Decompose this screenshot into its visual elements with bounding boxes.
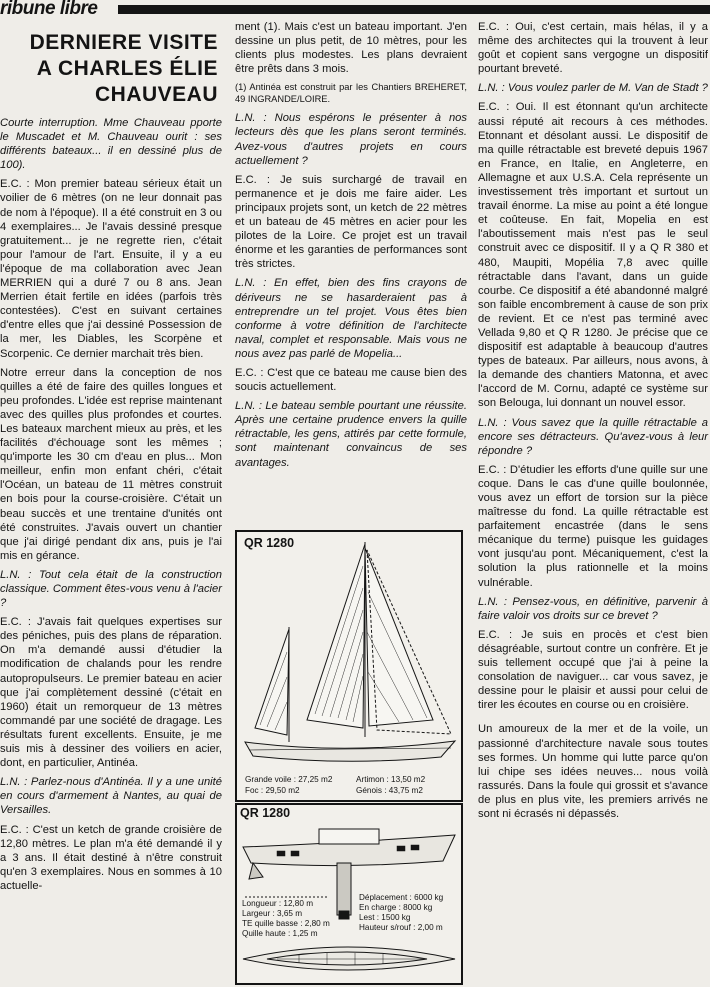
title-line-1: DERNIERE VISITE bbox=[29, 31, 218, 54]
footnote: (1) Antinéa est construit par les Chantiers BREHERET, 49 INGRANDE/LOIRE. bbox=[235, 82, 467, 104]
spec-loaded: En charge : 8000 kg bbox=[359, 903, 433, 912]
figure-2-label: QR 1280 bbox=[240, 806, 291, 820]
answer-paragraph: E.C. : Je suis surchargé de travail en permanence et je dois me faire aider. Les principaux projets sont, un ketch de 22 mètres et un bateau de 45 mètres en acier pour les pilotes de la Loire. Ce projet est un travail énorme et les garanties de performances sont très strictes. bbox=[235, 173, 467, 271]
header-rule bbox=[118, 5, 710, 14]
mainsail bbox=[307, 544, 365, 728]
spec-length: Longueur : 12,80 m bbox=[242, 899, 314, 908]
answer-paragraph: E.C. : Oui, c'est certain, mais hélas, il y a même des architectes qui la trouvent à leur goût et copient sans vergogne un dispositif pourtant breveté. bbox=[478, 21, 708, 76]
spec-displacement: Déplacement : 6000 kg bbox=[359, 893, 444, 902]
spec-beam: Largeur : 3,65 m bbox=[242, 909, 303, 918]
sail-plan-drawing bbox=[237, 532, 461, 800]
question-paragraph: L.N. : Le bateau semble pourtant une réussite. Après une certaine prudence envers la quille rétractable, les gens, attirés par cette formule, sont maintenant convaincus de ses avantages. bbox=[235, 400, 467, 469]
spec-air-draft: Hauteur s/rouf : 2,00 m bbox=[359, 923, 443, 932]
jib bbox=[365, 548, 433, 726]
spec-mizzen: Artimon : 13,50 m2 bbox=[356, 775, 426, 784]
spec-jib: Foc : 29,50 m2 bbox=[245, 786, 300, 795]
answer-paragraph: E.C. : J'avais fait quelques expertises sur des péniches, puis des plans de réparation. On m'a demandé aussi d'étudier la modification de chalands pour les rendre autopropulseurs. Le premier bateau en acier que j'ai complètement dessiné (c'était en 1960) était un remorqueur de 13 mètres commandé par une société de dragage. Les résultats furent excellents. Ensuite, je me suis mis à dessiner des voiliers en acier, dont, en particulier, Antinéa. bbox=[0, 616, 222, 770]
spec-genoa: Génois : 43,75 m2 bbox=[356, 786, 423, 795]
column-2 bbox=[235, 20, 467, 475]
retractable-keel bbox=[337, 863, 351, 915]
deckhouse bbox=[319, 829, 379, 844]
question-paragraph: L.N. : Pensez-vous, en définitive, parvenir à faire valoir vos droits sur ce brevet ? bbox=[478, 595, 708, 622]
spec-mainsail: Grande voile : 27,25 m2 bbox=[245, 775, 333, 784]
rudder bbox=[249, 863, 263, 879]
column-3 bbox=[478, 20, 708, 826]
question-paragraph: L.N. : En effet, bien des fins crayons de dériveurs ne se hasarderaient pas à entreprendre un tel projet. Vous êtes bien conforme à votre définition de l'architecte naval, complet et responsable. Mais vous ne nous avez pas parlé de Mopelia... bbox=[235, 277, 467, 360]
column-1 bbox=[0, 20, 222, 898]
hull bbox=[245, 741, 455, 761]
figure-1-label: QR 1280 bbox=[244, 536, 295, 550]
answer-paragraph: ment (1). Mais c'est un bateau important. J'en dessine un plus petit, de 10 mètres, pour les clients plus modestes. Les plans devraient être prêts dans 3 mois. bbox=[235, 21, 467, 76]
answer-paragraph: E.C. : Je suis en procès et c'est bien désagréable, surtout contre un confrère. Et je suis tellement occupé que j'ai à peine la consolation de naviguer... car vous savez, je dessine pour le plaisir et aussi pour celui de tirer les écoutes en course ou en croisière. bbox=[478, 628, 708, 712]
answer-paragraph: Notre erreur dans la conception de nos quilles a été de faire des quilles longues et peu profondes. L'idée est reprise maintenant avec des quilles plus profondes et courtes. Les bateaux marchent mieux au près, et les facilités d'échouage sont les mêmes ; qu'importe les 30 cm d'eau en plus... Mon meilleur, enfin mon enfant chéri, c'était l'Océan, un bateau de 11 mètres construit en bois pour la course-croisière. C'était un beau succès et une trentaine d'unités ont été construites. J'avais ouvert un chantier que j'ai dirigé pendant dix ans, puis je l'ai mis en gérance. bbox=[0, 366, 222, 562]
answer-paragraph: E.C. : C'est que ce bateau me cause bien des soucis actuellement. bbox=[235, 366, 467, 394]
intro-paragraph: Courte interruption. Mme Chauveau pporte le Muscadet et M. Chauveau ourit : ses différents bateaux... il en dessiné plus de 100). bbox=[0, 117, 222, 172]
page-header bbox=[0, 0, 710, 20]
sail-plan-figure bbox=[235, 530, 463, 802]
spec-draft-low: TE quille basse : 2,80 m bbox=[242, 919, 330, 928]
spec-draft-high: Quille haute : 1,25 m bbox=[242, 929, 318, 938]
answer-paragraph: E.C. : C'est un ketch de grande croisière de 12,80 mètres. Le plan m'a été demandé il y a 3 ans. Il était destiné à n'être construit qu'en 3 exemplaires. Nous en sommes à 10 actuelle- bbox=[0, 823, 222, 892]
answer-paragraph: E.C. : Mon premier bateau sérieux était un voilier de 6 mètres (on ne leur donnait pas de nom à l'époque). Il a été construit en 3 ou 4 exemplaires... Je l'avais dessiné presque gratuitement... je ne regrette rien, c'était pour l'amour de l'art. Ensuite, il y a eu l'époque de ma collaboration avec Jean MERRIEN qui a duré 7 ou 8 ans. Jean Merrien était fertile en idées (parfois très contestées). C'est en suivant certaines d'entre elles que j'ai dessiné Possession de la mer, les Diables, les Scorpène et Scorpenic. Ce dernier marchait très bien. bbox=[0, 178, 222, 360]
question-paragraph: L.N. : Vous voulez parler de M. Van de Stadt ? bbox=[478, 82, 708, 95]
article-title bbox=[0, 30, 218, 108]
section-label: ribune libre bbox=[0, 0, 98, 19]
question-paragraph: L.N. : Vous savez que la quille rétractable a encore ses détracteurs. Qu'avez-vous à leur répondre ? bbox=[478, 416, 708, 457]
question-paragraph: L.N. : Parlez-nous d'Antinéa. Il y a une unité en cours d'armement à Nantes, au quai de Versailles. bbox=[0, 776, 222, 817]
spec-ballast: Lest : 1500 kg bbox=[359, 913, 411, 922]
hull-plan-figure bbox=[235, 803, 463, 985]
title-line-3: CHAUVEAU bbox=[94, 83, 218, 106]
mizzen-sail bbox=[255, 629, 289, 735]
question-paragraph: L.N. : Nous espérons le présenter à nos lecteurs dès que les plans seront terminés. Avez-vous d'autres projets en cours actuellement ? bbox=[235, 112, 467, 167]
answer-paragraph: E.C. : D'étudier les efforts d'une quille sur une coque. Dans le cas d'une quille boulonnée, vous avez un effort de torsion sur la pièce maîtresse du fond. La quille rétractable est parfaitement encastrée (dans le sens mécanique du terme) puisque les guidages vont jusqu'au pont. Mécaniquement, c'est la solution la plus rationnelle et la moins vulnérable. bbox=[478, 463, 708, 589]
question-paragraph: L.N. : Tout cela était de la construction classique. Comment êtes-vous venu à l'acier ? bbox=[0, 568, 222, 610]
answer-paragraph: E.C. : Oui. Il est étonnant qu'un architecte aussi réputé ait recours à ces méthodes. Etonnant et désolant aussi. Le dispositif de ma quille rétractable est breveté depuis 1967 en France, en Italie, en Angleterre, en Allemagne et aux U.S.A. Cela représente un investissement très important et surtout un travail énorme. La mise au point a été longue et coûteuse. En fait, Mopelia en est l'aboutissement mais n'est pas le seul construit avec ce dispositif. Il y a Q R 380 et 480, Maupiti, Mopélia 7,8 avec quille rétractable dans l'avant, dans un guide courbe. Ce dispositif a été abandonné malgré son faible encombrement à cause de son prix de revient. Et ce n'est pas terminé avec Vellada 9,80 et Q R 1280. Je précise que ce dispositif est adaptable à beaucoup d'autres types de bateaux. Par ailleurs, nous avons, à la demande des chantiers Matonna, et avec l'accord de M. Cornu, adapté ce système sur son Belouga, lui donnant un nouvel essor. bbox=[478, 101, 708, 410]
closing-paragraph: Un amoureux de la mer et de la voile, un passionné d'architecture navale sous toutes ses formes. Un homme qui lutte parce qu'on lui chipe ses idées neuves... nous voilà rassurés. Dans la foule qui grossit et s'avance de plus en plus vite, les premiers arrivés ne sont ni écrasés ni dépassés. bbox=[478, 723, 708, 820]
title-line-2: A CHARLES ÉLIE bbox=[36, 57, 218, 80]
